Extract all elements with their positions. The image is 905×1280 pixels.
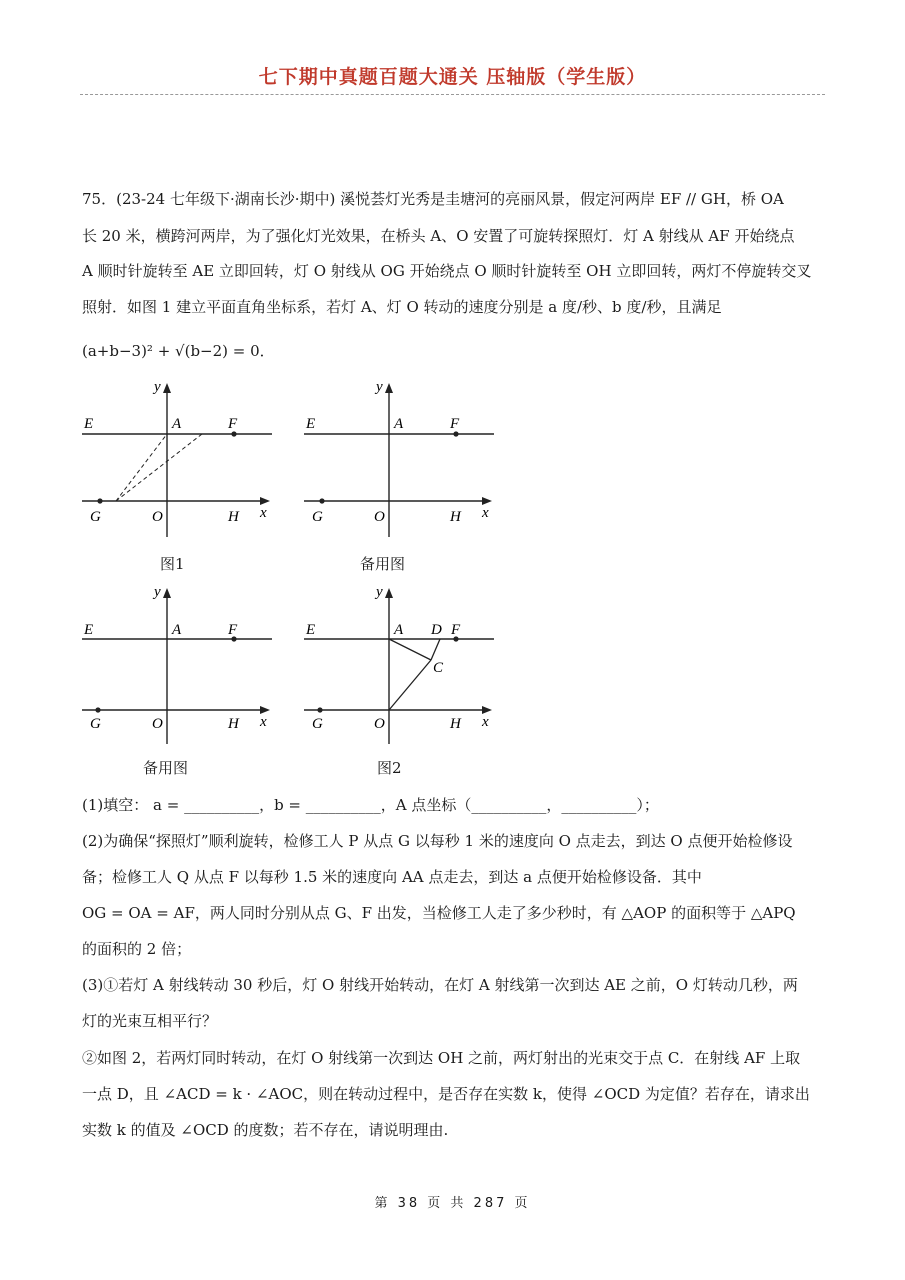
label-x: x <box>482 505 489 521</box>
question-2-line-2: 备；检修工人 Q 从点 F 以每秒 1.5 米的速度向 AA 点走去，到达 a 点便开始检修设备．其中 <box>82 868 702 886</box>
problem-line-1: 75．(23-24 七年级下·湖南长沙·期中) 溪悦荟灯光秀是圭塘河的亮丽风景，假定河两岸 EF // GH，桥 OA <box>82 190 784 208</box>
y-axis-arrow-icon <box>163 588 171 598</box>
question-3-1-line-2: 灯的光束互相平行？ <box>82 1012 218 1030</box>
label-f: F <box>228 622 238 638</box>
label-a: A <box>394 416 404 432</box>
segment-oc <box>389 660 431 710</box>
caption-spare-2: 备用图 <box>143 759 189 777</box>
x-axis-arrow-icon <box>482 497 492 505</box>
problem-line-2: 长 20 米，横跨河两岸，为了强化灯光效果，在桥头 A、O 安置了可旋转探照灯．灯 A 射线从 AF 开始绕点 <box>82 227 795 245</box>
header-divider <box>80 94 825 95</box>
point-g <box>95 707 100 712</box>
label-e: E <box>306 416 316 432</box>
label-h: H <box>228 509 239 525</box>
question-3-2-line-1: ②如图 2，若两灯同时转动，在灯 O 射线第一次到达 OH 之前，两灯射出的光束交于点 C．在射线 AF 上取 <box>82 1049 801 1067</box>
y-axis-arrow-icon <box>385 588 393 598</box>
question-1: (1)填空： a = __________，b = __________，A 点坐标（__________，__________）； <box>82 796 659 814</box>
label-a: A <box>394 622 404 638</box>
question-2-line-4: 的面积的 2 倍； <box>82 940 192 958</box>
x-axis-arrow-icon <box>260 706 270 714</box>
question-2-line-1: (2)为确保“探照灯”顺利旋转，检修工人 P 从点 G 以每秒 1 米的速度向 O 点走去，到达 O 点便开始检修设 <box>82 832 793 850</box>
segment-cd <box>431 639 440 660</box>
question-2-line-3: OG = OA = AF，两人同时分别从点 G、F 出发，当检修工人走了多少秒时，有 △AOP 的面积等于 △APQ <box>82 904 796 922</box>
label-a: A <box>172 622 182 638</box>
label-e: E <box>306 622 316 638</box>
problem-line-3: A 顺时针旋转至 AE 立即回转，灯 O 射线从 OG 开始绕点 O 顺时针旋转至 OH 立即回转，两灯不停旋转交叉 <box>82 262 812 280</box>
label-g: G <box>90 509 101 525</box>
point-g <box>317 707 322 712</box>
label-d: D <box>431 622 442 638</box>
label-o: O <box>374 716 385 732</box>
label-y: y <box>154 379 161 395</box>
figure-1 <box>78 375 278 545</box>
label-f: F <box>451 622 461 638</box>
label-x: x <box>482 714 489 730</box>
figure-spare-1 <box>300 375 500 545</box>
y-axis-arrow-icon <box>385 383 393 393</box>
label-o: O <box>374 509 385 525</box>
figure-2 <box>300 580 500 750</box>
point-g <box>97 498 102 503</box>
point-g <box>319 498 324 503</box>
label-e: E <box>84 416 94 432</box>
point-f <box>453 431 458 436</box>
question-3-2-line-3: 实数 k 的值及 ∠OCD 的度数；若不存在，请说明理由. <box>82 1121 449 1139</box>
label-c: C <box>433 660 444 676</box>
problem-line-4: 照射．如图 1 建立平面直角坐标系，若灯 A、灯 O 转动的速度分别是 a 度/秒、b 度/秒，且满足 <box>82 298 722 316</box>
label-y: y <box>376 379 383 395</box>
label-g: G <box>312 716 323 732</box>
caption-spare-1: 备用图 <box>360 555 406 573</box>
x-axis-arrow-icon <box>482 706 492 714</box>
caption-fig1: 图1 <box>160 555 185 573</box>
segment-ac <box>389 639 431 660</box>
page-footer: 第 38 页 共 287 页 <box>374 1196 531 1211</box>
beam-dashed-1 <box>116 434 167 501</box>
label-a: A <box>172 416 182 432</box>
problem-equation: (a+b−3)² + √(b−2) = 0． <box>82 342 275 360</box>
point-f <box>231 431 236 436</box>
label-g: G <box>312 509 323 525</box>
label-y: y <box>376 584 383 600</box>
x-axis-arrow-icon <box>260 497 270 505</box>
label-o: O <box>152 716 163 732</box>
question-3-2-line-2: 一点 D，且 ∠ACD = k · ∠AOC，则在转动过程中，是否存在实数 k，使得 ∠OCD 为定值？若存在，请求出 <box>82 1085 810 1103</box>
caption-fig2: 图2 <box>377 759 402 777</box>
label-h: H <box>450 509 461 525</box>
label-h: H <box>228 716 239 732</box>
label-g: G <box>90 716 101 732</box>
figure-spare-2 <box>78 580 278 750</box>
label-o: O <box>152 509 163 525</box>
label-x: x <box>260 714 267 730</box>
question-3-1-line-1: (3)①若灯 A 射线转动 30 秒后，灯 O 射线开始转动，在灯 A 射线第一次到达 AE 之前，O 灯转动几秒，两 <box>82 976 798 994</box>
y-axis-arrow-icon <box>163 383 171 393</box>
page-header-title: 七下期中真题百题大通关 压轴版（学生版） <box>258 66 647 88</box>
label-e: E <box>84 622 94 638</box>
label-f: F <box>228 416 238 432</box>
label-f: F <box>450 416 460 432</box>
label-x: x <box>260 505 267 521</box>
label-y: y <box>154 584 161 600</box>
label-h: H <box>450 716 461 732</box>
